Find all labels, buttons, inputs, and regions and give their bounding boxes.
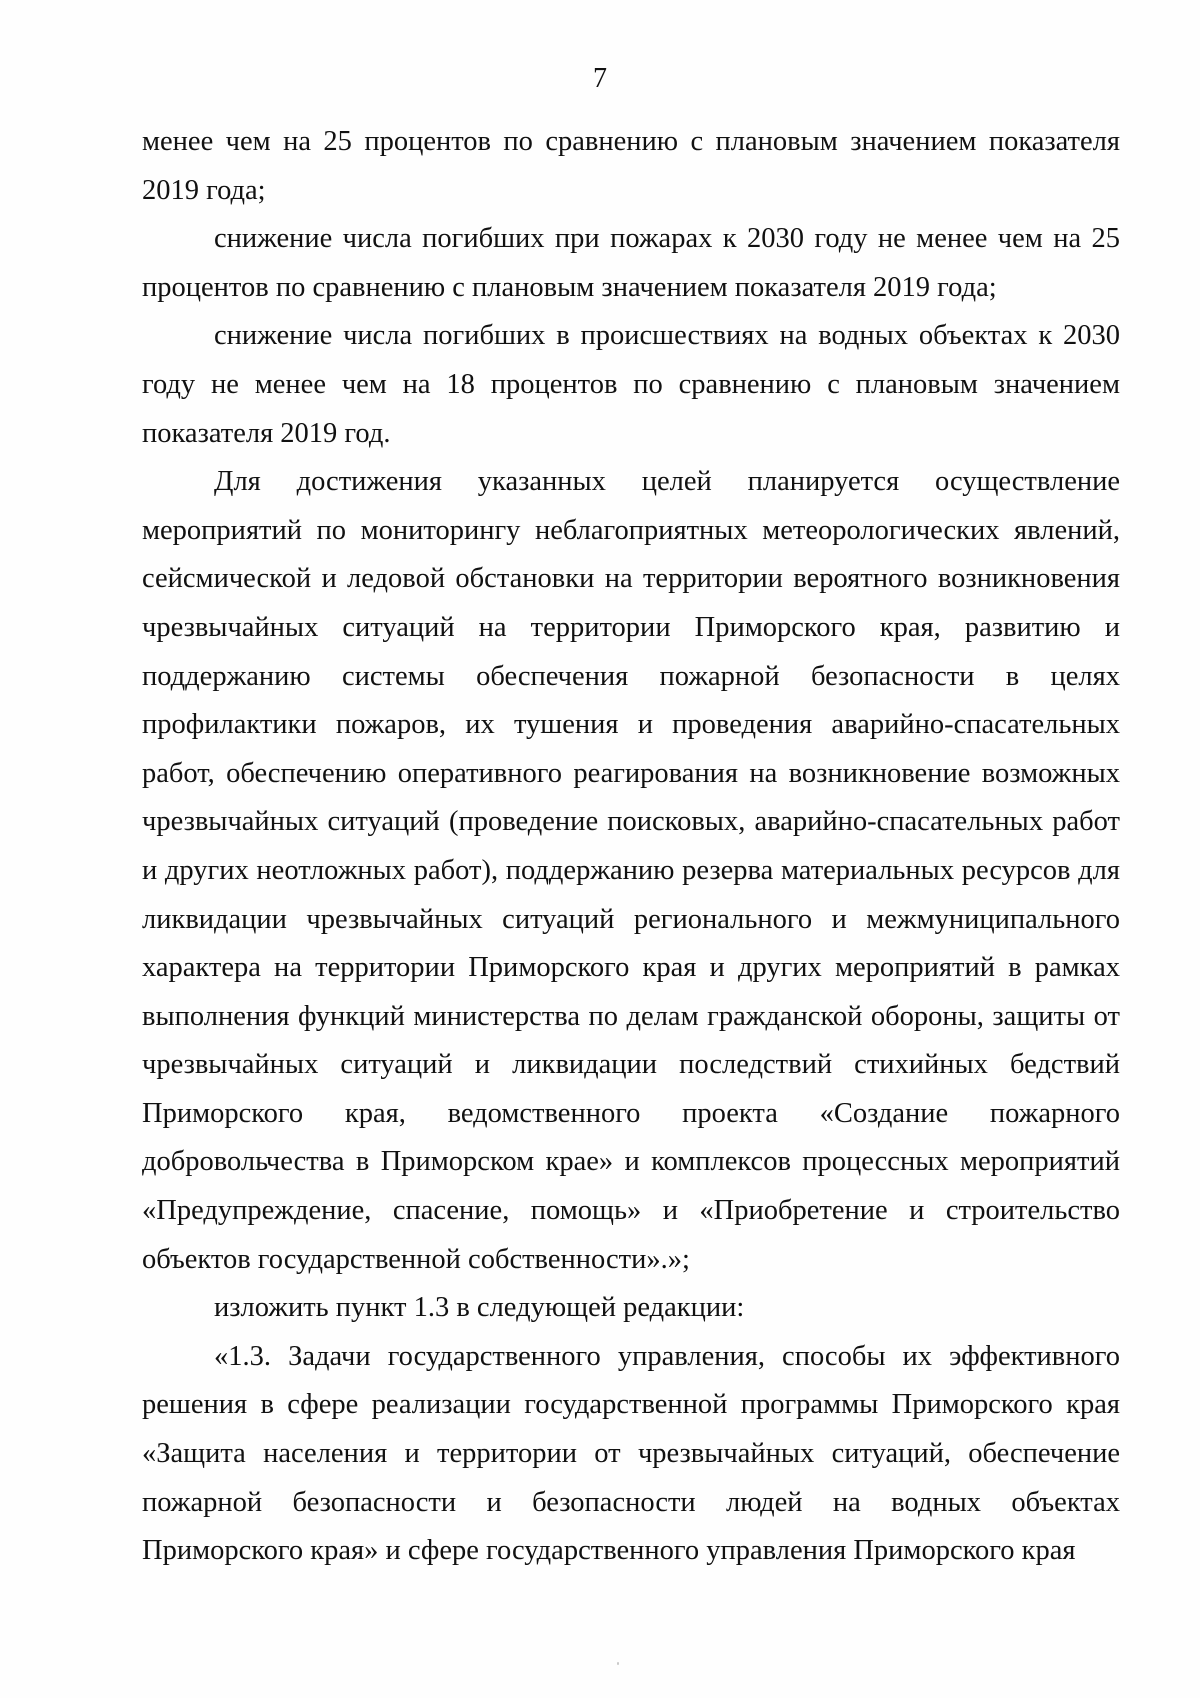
- document-body: [142, 118, 1120, 1576]
- paragraph: изложить пункт 1.3 в следующей редакции:: [214, 1292, 745, 1324]
- paragraph: снижение числа погибших в происшествиях на водных объектах к 2030 году не менее чем на 18 процентов по сравнению с плановым значением показателя 2019 год.: [142, 320, 1120, 449]
- paragraph: снижение числа погибших при пожарах к 2030 году не менее чем на 25 процентов по сравнению с плановым значением показателя 2019 года;: [142, 223, 1120, 303]
- paragraph: менее чем на 25 процентов по сравнению с плановым значением показателя 2019 года;: [142, 126, 1120, 206]
- page-number: 7: [593, 63, 607, 94]
- paragraph: «1.3. Задачи государственного управления, способы их эффективного решения в сфере реализации государственной программы Приморского края «Защита населения и территории от чрезвычайных ситуаций, обеспечение пожарной безопасности и безопасности людей на водных объектах Приморского края» и сфере государственного управления Приморского края: [142, 1340, 1120, 1567]
- paragraph: Для достижения указанных целей планируется осуществление мероприятий по мониторингу неблагоприятных метеорологических явлений, сейсмической и ледовой обстановки на территории вероятного возникновения чрезвычайных ситуаций на территории Приморского края, развитию и поддержанию системы обеспечения пожарной безопасности в целях профилактики пожаров, их тушения и проведения аварийно-спасательных работ, обеспечению оперативного реагирования на возникновение возможных чрезвычайных ситуаций (проведение поисковых, аварийно-спасательных работ и других неотложных работ), поддержанию резерва материальных ресурсов для ликвидации чрезвычайных ситуаций регионального и межмуниципального характера на территории Приморского края и других мероприятий в рамках выполнения функций министерства по делам гражданской обороны, защиты от чрезвычайных ситуаций и ликвидации последствий стихийных бедствий Приморского края, ведомственного проекта «Создание пожарного добровольчества в Приморском крае» и комплексов процессных мероприятий «Предупреждение, спасение, помощь» и «Приобретение и строительство объектов государственной собственности».»;: [142, 466, 1120, 1275]
- scan-artifact: [617, 1662, 619, 1665]
